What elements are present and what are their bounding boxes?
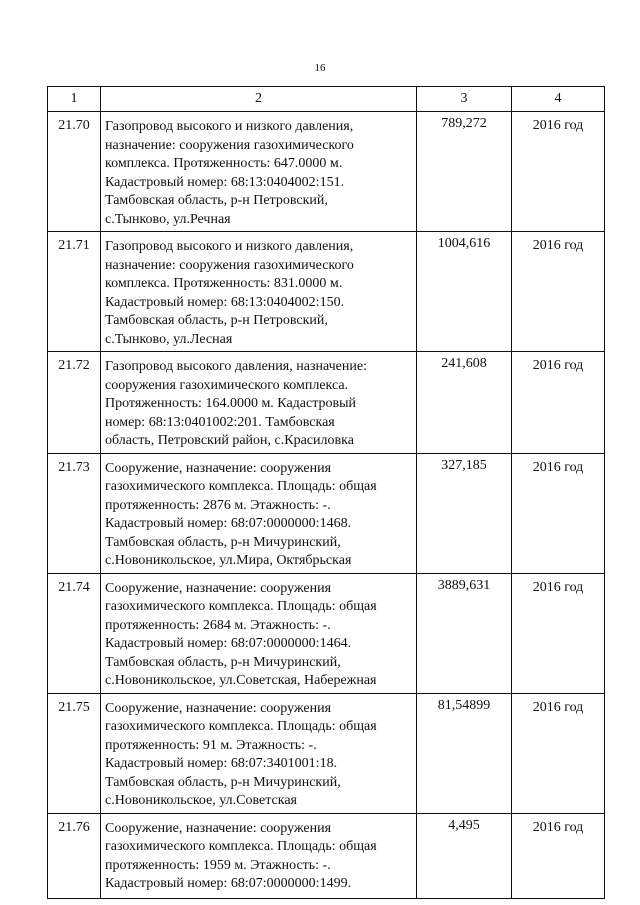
description-line: с.Новоникольское, ул.Советская, Набережная: [105, 673, 377, 688]
description-line: комплекса. Протяженность: 647.0000 м.: [105, 156, 343, 171]
description-line: Тамбовская область, р-н Петровский,: [105, 313, 328, 328]
row-value: 327,185: [417, 453, 512, 573]
description-line: Газопровод высокого давления, назначение:: [105, 359, 367, 374]
row-description: [101, 352, 417, 454]
description-line: Сооружение, назначение: сооружения: [105, 700, 332, 716]
row-description: [101, 453, 417, 573]
description-line: комплекса. Протяженность: 831.0000 м.: [105, 276, 343, 291]
column-header-2: 2: [101, 87, 417, 112]
row-description: [101, 813, 417, 898]
description-line: номер: 68:13:0401002:201. Тамбовская: [105, 414, 335, 430]
table-row: [48, 232, 605, 352]
description-line: Тамбовская область, р-н Мичуринский,: [105, 774, 341, 790]
description-line: область, Петровский район, с.Красиловка: [105, 433, 354, 448]
description-line: Протяженность: 164.0000 м. Кадастровый: [105, 396, 357, 411]
row-number: 21.74: [48, 573, 101, 693]
row-year: 2016 год: [512, 813, 605, 898]
row-number: 21.75: [48, 693, 101, 813]
description-line: Кадастровый номер: 68:13:0404002:151.: [105, 174, 345, 190]
row-value: 241,608: [417, 352, 512, 454]
row-year: 2016 год: [512, 232, 605, 352]
row-value: 789,272: [417, 112, 512, 232]
row-description: [101, 232, 417, 352]
table-row: [48, 813, 605, 898]
description-line: с.Тынково, ул.Лесная: [105, 331, 233, 347]
row-year: 2016 год: [512, 453, 605, 573]
row-year: 2016 год: [512, 352, 605, 454]
row-value: 3889,631: [417, 573, 512, 693]
description-line: протяженность: 1959 м. Этажность: -.: [105, 857, 331, 873]
description-line: Сооружение, назначение: сооружения: [105, 820, 332, 836]
description-line: Кадастровый номер: 68:07:0000000:1499.: [105, 876, 352, 891]
page-number: 16: [314, 62, 326, 74]
description-line: протяженность: 91 м. Этажность: -.: [105, 737, 317, 753]
description-line: газохимического комплекса. Площадь: общая: [105, 599, 377, 614]
table-row: [48, 352, 605, 454]
row-number: 21.70: [48, 112, 101, 232]
row-number: 21.73: [48, 453, 101, 573]
description-line: с.Тынково, ул.Речная: [105, 211, 231, 227]
row-number: 21.76: [48, 813, 101, 898]
row-description: [101, 112, 417, 232]
column-header-1: 1: [48, 87, 101, 112]
row-year: 2016 год: [512, 112, 605, 232]
description-line: сооружения газохимического комплекса.: [105, 377, 349, 393]
row-description: [101, 693, 417, 813]
description-line: с.Новоникольское, ул.Советская: [105, 793, 297, 808]
description-line: Кадастровый номер: 68:07:0000000:1464.: [105, 636, 352, 651]
row-number: 21.71: [48, 232, 101, 352]
description-line: Кадастровый номер: 68:07:0000000:1468.: [105, 516, 352, 531]
table-row: [48, 573, 605, 693]
column-header-3: 3: [417, 87, 512, 112]
description-line: Сооружение, назначение: сооружения: [105, 580, 332, 596]
row-year: 2016 год: [512, 693, 605, 813]
table-row: [48, 112, 605, 232]
description-line: протяженность: 2684 м. Этажность: -.: [105, 617, 331, 633]
description-line: Тамбовская область, р-н Мичуринский,: [105, 654, 341, 670]
description-line: протяженность: 2876 м. Этажность: -.: [105, 497, 331, 513]
description-line: Тамбовская область, р-н Петровский,: [105, 193, 328, 208]
description-line: назначение: сооружения газохимического: [105, 257, 354, 273]
row-value: 4,495: [417, 813, 512, 898]
row-number: 21.72: [48, 352, 101, 454]
description-line: с.Новоникольское, ул.Мира, Октябрьская: [105, 553, 352, 568]
description-line: газохимического комплекса. Площадь: общая: [105, 479, 377, 494]
description-line: назначение: сооружения газохимического: [105, 137, 354, 153]
row-value: 1004,616: [417, 232, 512, 352]
description-line: Газопровод высокого и низкого давления,: [105, 239, 354, 254]
table-row: [48, 453, 605, 573]
row-year: 2016 год: [512, 573, 605, 693]
row-value: 81,54899: [417, 693, 512, 813]
description-line: Сооружение, назначение: сооружения: [105, 460, 332, 476]
row-description: [101, 573, 417, 693]
description-line: Кадастровый номер: 68:07:3401001:18.: [105, 756, 338, 771]
description-line: газохимического комплекса. Площадь: общая: [105, 719, 377, 734]
description-line: Кадастровый номер: 68:13:0404002:150.: [105, 294, 345, 310]
description-line: Газопровод высокого и низкого давления,: [105, 119, 354, 134]
column-header-4: 4: [512, 87, 605, 112]
description-line: газохимического комплекса. Площадь: общая: [105, 839, 377, 854]
table-header-row: [48, 87, 605, 112]
description-line: Тамбовская область, р-н Мичуринский,: [105, 534, 341, 550]
assets-table: [47, 86, 605, 899]
table-row: [48, 693, 605, 813]
